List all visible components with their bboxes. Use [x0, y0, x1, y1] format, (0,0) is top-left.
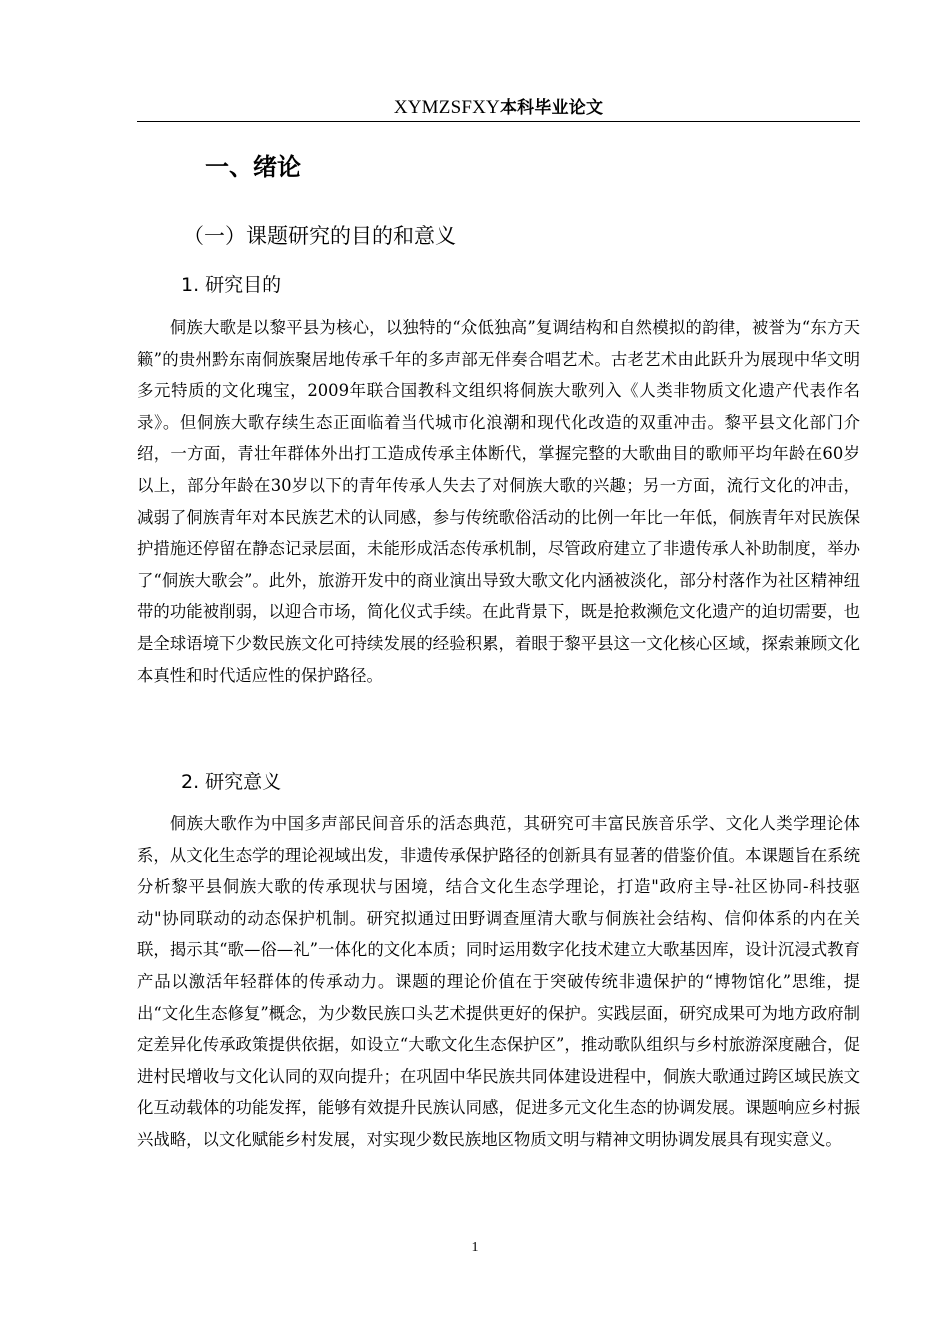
paragraph-purpose: 侗族大歌是以黎平县为核心，以独特的“众低独高”复调结构和自然模拟的韵律，被誉为“东方天籁”的贵州黔东南侗族聚居地传承千年的多声部无伴奏合唱艺术。古老艺术由此跃升为展现中华文明多元特质的文化瑰宝，2009年联合国教科文组织将侗族大歌列入《人类非物质文化遗产代表作名录》。但侗族大歌存续生态正面临着当代城市化浪潮和现代化改造的双重冲击。黎平县文化部门介绍，一方面，青壮年群体外出打工造成传承主体断代，掌握完整的大歌曲目的歌师平均年龄在60岁以上，部分年龄在30岁以下的青年传承人失去了对侗族大歌的兴趣；另一方面，流行文化的冲击，减弱了侗族青年对本民族艺术的认同感，参与传统歌俗活动的比例一年比一年低，侗族青年对民族保护措施还停留在静态记录层面，未能形成活态传承机制，尽管政府建立了非遗传承人补助制度，举办了“侗族大歌会”。此外，旅游开发中的商业演出导致大歌文化内涵被淡化，部分村落作为社区精神纽带的功能被削弱，以迎合市场，简化仪式手续。在此背景下，既是抢救濒危文化遗产的迫切需要，也是全球语境下少数民族文化可持续发展的经验积累，着眼于黎平县这一文化核心区域，探索兼顾文化本真性和时代适应性的保护路径。: [137, 318, 860, 685]
chapter-title: 一、绪论: [205, 153, 301, 181]
header-rule: [137, 121, 860, 122]
header-code: XYMZSFXY: [393, 97, 500, 118]
page-header: [137, 95, 860, 119]
page-number: 1: [471, 1240, 479, 1255]
subsection-title-significance: 2. 研究意义: [181, 771, 282, 793]
paragraph-significance: 侗族大歌作为中国多声部民间音乐的活态典范，其研究可丰富民族音乐学、文化人类学理论体系，从文化生态学的理论视域出发，非遗传承保护路径的创新具有显著的借鉴价值。本课题旨在系统分析黎平县侗族大歌的传承现状与困境，结合文化生态学理论，打造"政府主导-社区协同-科技驱动"协同联动的动态保护机制。研究拟通过田野调查厘清大歌与侗族社会结构、信仰体系的内在关联，揭示其“歌—俗—礼”一体化的文化本质；同时运用数字化技术建立大歌基因库，设计沉浸式教育产品以激活年轻群体的传承动力。课题的理论价值在于突破传统非遗保护的“博物馆化”思维，提出“文化生态修复”概念，为少数民族口头艺术提供更好的保护。实践层面，研究成果可为地方政府制定差异化传承政策提供依据，如设立“大歌文化生态保护区”，推动歌队组织与乡村旅游深度融合，促进村民增收与文化认同的双向提升；在巩固中华民族共同体建设进程中，侗族大歌通过跨区域民族文化互动载体的功能发挥，能够有效提升民族认同感，促进多元文化生态的协调发展。课题响应乡村振兴战略，以文化赋能乡村发展，对实现少数民族地区物质文明与精神文明协调发展具有现实意义。: [137, 814, 860, 1149]
header-title: 本科毕业论文: [499, 98, 604, 118]
subsection-title-purpose: 1. 研究目的: [181, 274, 282, 296]
section-title: （一）课题研究的目的和意义: [183, 224, 456, 248]
